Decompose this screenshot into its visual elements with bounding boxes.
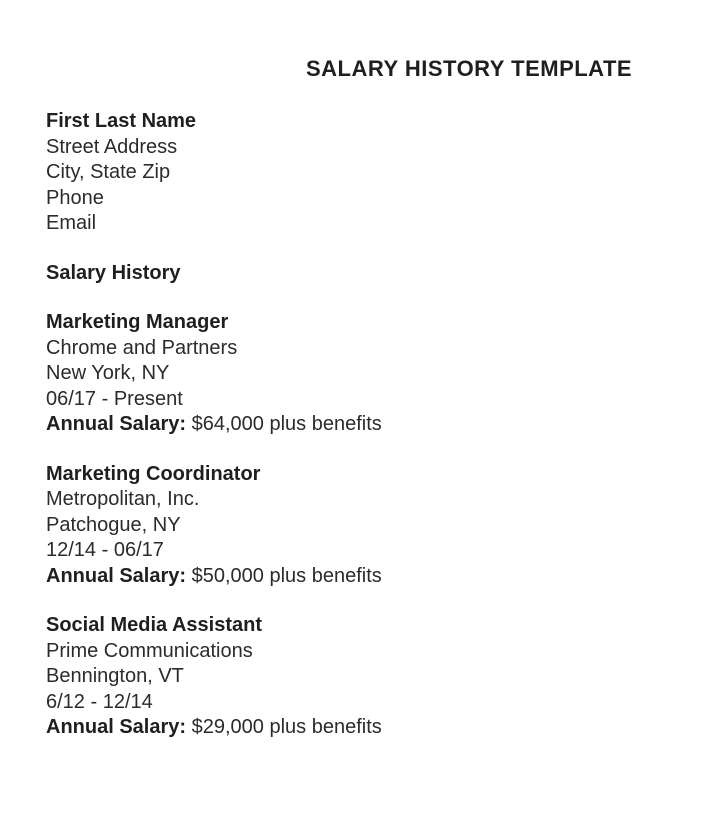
job-entry — [46, 462, 680, 590]
contact-city-state-zip: City, State Zip — [46, 161, 171, 183]
job-entry — [46, 310, 680, 438]
job-title: Social Media Assistant — [46, 614, 262, 636]
job-salary-value: $29,000 plus benefits — [186, 716, 382, 738]
job-salary-line — [46, 715, 680, 741]
job-dates: 6/12 - 12/14 — [46, 690, 153, 713]
contact-email: Email — [46, 212, 97, 234]
job-title: Marketing Coordinator — [46, 462, 261, 485]
salary-history-heading: Salary History — [46, 261, 181, 284]
contact-phone: Phone — [46, 186, 104, 209]
job-location: Patchogue, NY — [46, 513, 181, 536]
job-salary-label: Annual Salary: — [46, 413, 187, 435]
job-dates: 06/17 - Present — [46, 387, 183, 410]
job-entry — [46, 613, 680, 741]
contact-name: First Last Name — [46, 110, 197, 132]
contact-block — [46, 109, 680, 237]
contact-street: Street Address — [46, 135, 178, 158]
job-salary-label: Annual Salary: — [46, 564, 187, 587]
job-location: Bennington, VT — [46, 665, 184, 687]
job-salary-line — [46, 564, 680, 590]
job-salary-line — [46, 412, 680, 438]
job-dates: 12/14 - 06/17 — [46, 539, 164, 561]
job-location: New York, NY — [46, 362, 170, 384]
job-company: Metropolitan, Inc. — [46, 488, 200, 510]
job-company: Prime Communications — [46, 639, 253, 662]
job-salary-value: $50,000 plus benefits — [186, 564, 382, 587]
job-title: Marketing Manager — [46, 311, 229, 333]
job-salary-value: $64,000 plus benefits — [186, 413, 382, 435]
job-salary-label: Annual Salary: — [46, 716, 187, 738]
job-company: Chrome and Partners — [46, 336, 238, 359]
page-title: SALARY HISTORY TEMPLATE — [306, 56, 633, 81]
